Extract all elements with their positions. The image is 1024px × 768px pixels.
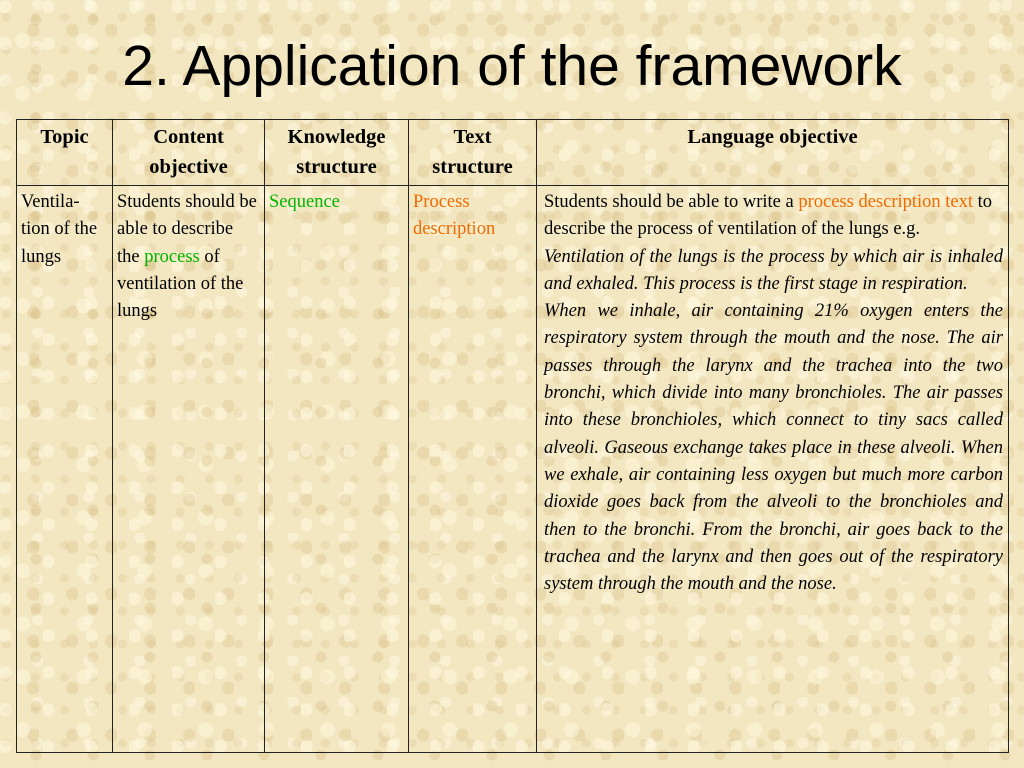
language-objective-intro	[544, 189, 1003, 244]
framework-table	[16, 119, 1009, 753]
header-text-structure: Text structure	[409, 120, 537, 186]
header-knowledge-structure: Knowledge structure	[265, 120, 409, 186]
slide-title: 2. Application of the framework	[122, 34, 902, 98]
cell-content-objective	[113, 186, 265, 753]
cell-knowledge-structure	[265, 186, 409, 753]
header-topic: Topic	[17, 120, 113, 186]
table-header-row	[17, 120, 1009, 186]
example-paragraph-1: Ventilation of the lungs is the process by which air is inhaled and exhaled. This process is the first stage in respiration.	[544, 246, 1003, 294]
table-row	[17, 186, 1009, 753]
content-objective-text: Students should be able to describe the	[117, 192, 257, 267]
language-objective-text: Students should be able to write a	[544, 192, 794, 212]
text-structure-text: Process description	[413, 192, 496, 240]
content-objective-text-end: of ventilation of the lungs	[117, 246, 244, 322]
cell-topic	[17, 186, 113, 753]
example-paragraph-2: When we inhale, air containing 21% oxygen enters the respiratory system through the mouth and the nose. The air passes through the larynx and the trachea into the two bronchi, which divide into many bronchioles. The air passes into these bronchioles, which connect to tiny sacs called alveoli. Gaseous exchange takes place in these alveoli. When we exhale, air containing less oxygen but much more carbon dioxide goes back from the alveoli to the bronchioles and then to the bronchi. From the bronchi, air goes back to the trachea and the larynx and then goes out of the respiratory system through the mouth and the nose.	[544, 301, 1003, 595]
cell-language-objective	[537, 186, 1009, 753]
knowledge-structure-text: Sequence	[269, 192, 340, 212]
content-objective-highlight: process	[144, 246, 200, 267]
topic-text: Ventila-tion of the lungs	[21, 192, 98, 267]
cell-text-structure	[409, 186, 537, 753]
language-objective-text-end: to describe the process of ventilation of the lungs e.g.	[544, 192, 993, 240]
language-objective-highlight: process description text	[798, 192, 974, 212]
header-language-objective: Language objective	[537, 120, 1009, 186]
header-content-objective: Content objective	[113, 120, 265, 186]
